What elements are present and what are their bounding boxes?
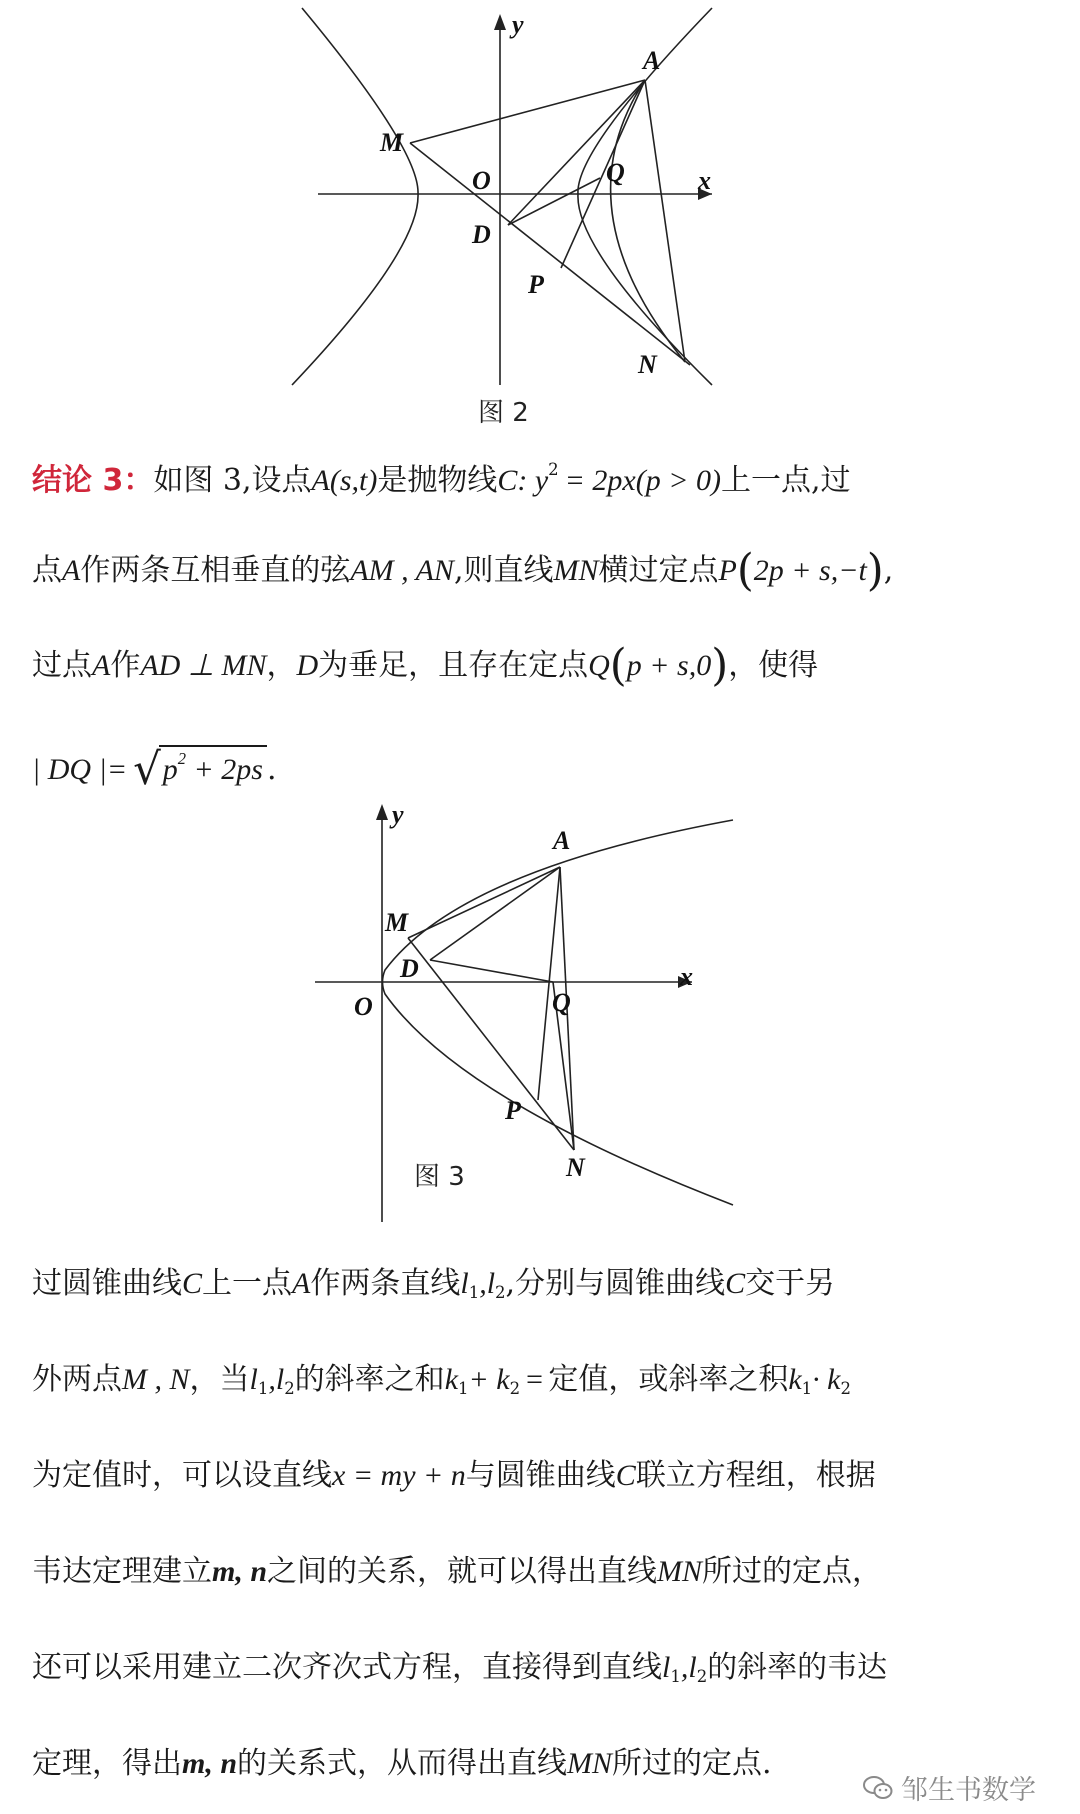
paragraph-line-1: 过圆锥曲线C上一点A作两条直线$l_1,l_2$,分别与圆锥曲线C交于另 [32,1266,836,1302]
fig2-line-DQ [508,178,600,225]
fig3-label-Q: Q [552,988,571,1017]
fig3-label-P: P [505,1096,521,1125]
fig2-line-AD [508,80,645,225]
paragraph-line-2: 外两点M , N，当$l_1,l_2$的斜率之和$k_1+ k_2$ = 定值，或斜率之积$k_1\cdot k_2$ [32,1362,851,1398]
fig2-label-N: N [638,350,657,379]
fig2-line-AN [645,80,685,362]
fig3-label-y: y [392,800,404,829]
fig2-hyperbola-left [292,8,418,385]
fig2-y-arrow [494,14,506,30]
fig3-label-x: x [680,962,693,991]
conclusion-line-2: 点A作两条互相垂直的弦AM , AN,则直线MN横过定点P(2p + s,−t), [32,546,894,597]
fig3-label-O: O [354,992,373,1021]
figure-3-drawing [0,790,1080,1230]
paragraph-line-5: 还可以采用建立二次齐次式方程，直接得到直线$l_1,l_2$的斜率的韦达 [32,1650,888,1686]
fig2-label-P: P [528,270,544,299]
figure-3 [0,790,1080,1230]
fig3-label-D: D [400,954,419,983]
fig3-line-MN [408,938,574,1150]
fig2-line-AQN [611,80,685,362]
sqrt-radicand: $p^2 + 2ps$ [159,745,267,788]
fig2-line-MA [410,80,645,143]
fig2-label-M: M [380,128,404,157]
fig2-line-MN [410,143,690,365]
paragraph-line-4: 韦达定理建立m, n之间的关系，就可以得出直线MN所过的定点， [32,1554,883,1589]
figure-2-drawing [0,0,1080,440]
fig3-y-arrow [376,804,388,820]
conclusion-line-3: 过点A作AD ⊥ MN，D为垂足，且存在定点Q(p + s,0)，使得 [32,641,819,692]
fig2-label-O: O [472,166,491,195]
paragraph-line-6: 定理，得出m, n的关系式，从而得出直线MN所过的定点. [32,1746,772,1781]
watermark-text: 邹生书数学 [901,1775,1036,1806]
fig3-label-M: M [385,908,409,937]
conclusion-line-1: 结论 3：如图 3,设点A(s,t)是抛物线C: $y^2 = 2px(p > 0)$上一点,过 [32,460,851,498]
fig3-label-N: N [566,1153,585,1182]
conclusion-line-4: | DQ |= $√p^2 + 2ps$ . [32,745,277,796]
fig2-label-D: D [472,220,491,249]
watermark [863,1768,1036,1807]
fig2-line-AP [561,80,645,268]
fig3-label-A: A [553,826,571,855]
paragraph-line-3: 为定值时，可以设直线x = my + n与圆锥曲线C联立方程组，根据 [32,1458,876,1493]
fig2-label-Q: Q [606,158,625,187]
fig2-label-x: x [698,166,711,195]
fig3-line-AP [538,867,560,1100]
fig2-label-y: y [512,10,524,39]
figure-2 [0,0,1080,440]
fig3-line-DQ [430,960,553,982]
fig3-line-MA [408,867,560,938]
figure-3-caption: 图 3 [414,1162,465,1192]
conclusion-heading: 结论 3： [32,462,154,498]
fig2-label-A: A [643,46,661,75]
figure-2-caption: 图 2 [478,398,529,428]
wechat-icon [863,1775,893,1801]
